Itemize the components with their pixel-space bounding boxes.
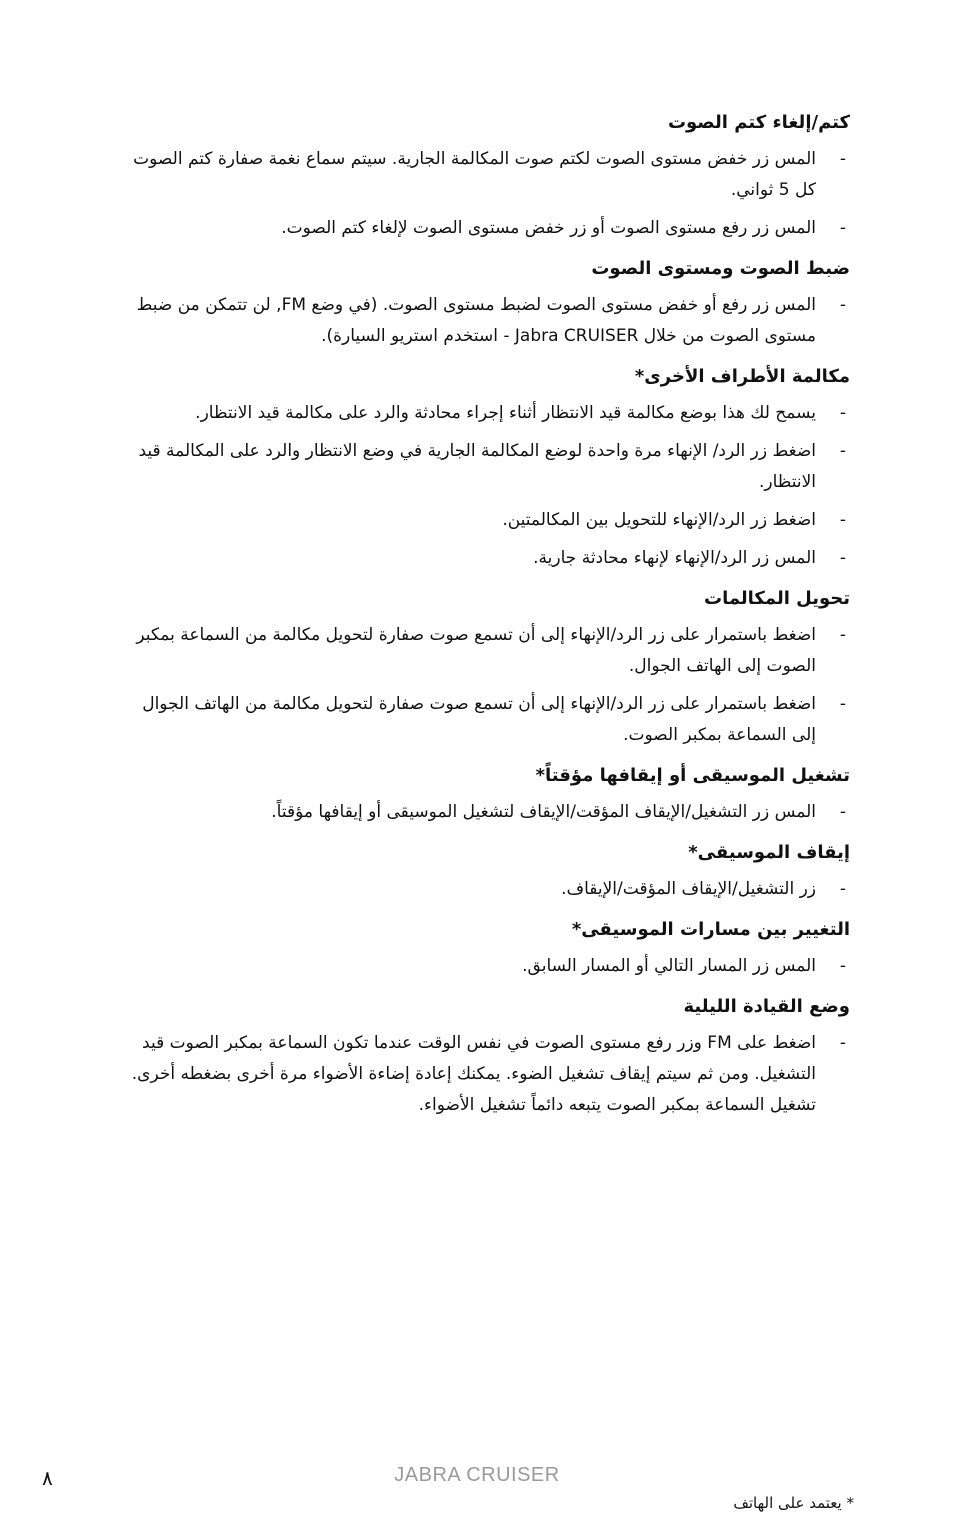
list-bullet: - — [839, 218, 846, 238]
document-body — [128, 108, 850, 1131]
section-title: مكالمة الأطراف الأخرى* — [634, 366, 850, 387]
footnote: * يعتمد على الهاتف — [733, 1494, 854, 1512]
list-item-text: المس زر رفع أو خفض مستوى الصوت لضبط مستوى الصوت. (في وضع FM, لن تتمكن من ضبط مستوى الصوت من خلال Jabra CRUISER - استخدم استريو السيارة). — [136, 295, 816, 346]
list-item-text: يسمح لك هذا بوضع مكالمة قيد الانتظار أثناء إجراء محادثة والرد على مكالمة قيد الانتظار. — [195, 403, 816, 423]
list-bullet: - — [839, 149, 846, 169]
section-list — [128, 874, 850, 905]
section-title: ضبط الصوت ومستوى الصوت — [591, 258, 850, 279]
list-item — [128, 689, 850, 751]
list-item-text: اضغط باستمرار على زر الرد/الإنهاء إلى أن تسمع صوت صفارة لتحويل مكالمة من السماعة بمكبر الصوت إلى الهاتف الجوال. — [136, 625, 816, 676]
list-item — [128, 290, 850, 352]
list-bullet: - — [839, 510, 846, 530]
list-item — [128, 1028, 850, 1121]
list-item-text: المس زر التشغيل/الإيقاف المؤقت/الإيقاف لتشغيل الموسيقى أو إيقافها مؤقتاً. — [271, 802, 816, 822]
list-item — [128, 797, 850, 828]
list-bullet: - — [839, 879, 846, 899]
section-list — [128, 620, 850, 751]
section-list — [128, 797, 850, 828]
list-item — [128, 543, 850, 574]
list-item — [128, 620, 850, 682]
list-item — [128, 505, 850, 536]
list-item — [128, 398, 850, 429]
list-item-text: المس زر خفض مستوى الصوت لكتم صوت المكالمة الجارية. سيتم سماع نغمة صفارة كتم الصوت كل 5 ثواني. — [133, 149, 816, 200]
section-list — [128, 144, 850, 244]
footer-product-name: JABRA CRUISER — [394, 1464, 560, 1486]
list-item — [128, 144, 850, 206]
list-item — [128, 874, 850, 905]
list-bullet: - — [839, 625, 846, 645]
list-bullet: - — [839, 295, 846, 315]
list-item-text: زر التشغيل/الإيقاف المؤقت/الإيقاف. — [561, 879, 816, 899]
section-list — [128, 1028, 850, 1121]
section-list — [128, 951, 850, 982]
page-number: ٨ — [42, 1466, 53, 1490]
list-item — [128, 951, 850, 982]
section-title: تحويل المكالمات — [703, 588, 850, 609]
list-item-text: المس زر الرد/الإنهاء لإنهاء محادثة جارية. — [533, 548, 816, 568]
section-list — [128, 290, 850, 352]
list-item-text: اضغط زر الرد/ الإنهاء مرة واحدة لوضع المكالمة الجارية في وضع الانتظار والرد على المكالمة قيد الانتظار. — [138, 441, 816, 492]
list-bullet: - — [839, 802, 846, 822]
list-item-text: اضغط زر الرد/الإنهاء للتحويل بين المكالمتين. — [502, 510, 816, 530]
section-title: إيقاف الموسيقى* — [688, 842, 850, 863]
list-bullet: - — [839, 1033, 846, 1053]
list-bullet: - — [839, 956, 846, 976]
section-list — [128, 398, 850, 574]
list-item — [128, 213, 850, 244]
list-item-text: اضغط باستمرار على زر الرد/الإنهاء إلى أن تسمع صوت صفارة لتحويل مكالمة من الهاتف الجوال إلى السماعة بمكبر الصوت. — [142, 694, 816, 745]
list-item-text: المس زر رفع مستوى الصوت أو زر خفض مستوى الصوت لإلغاء كتم الصوت. — [281, 218, 816, 238]
section-title: تشغيل الموسيقى أو إيقافها مؤقتاً* — [535, 765, 850, 786]
list-item — [128, 436, 850, 498]
list-item-text: المس زر المسار التالي أو المسار السابق. — [522, 956, 816, 976]
list-item-text: اضغط على FM وزر رفع مستوى الصوت في نفس الوقت عندما تكون السماعة بمكبر الصوت قيد التشغيل. ومن ثم سيتم إيقاف تشغيل الضوء. يمكنك إعادة إضاءة الأضواء مرة أخرى بضغطه أخرى. تشغيل السماعة بمكبر الصوت يتبعه دائماً تشغيل الأضواء. — [131, 1033, 816, 1115]
section-title: كتم/إلغاء كتم الصوت — [667, 112, 850, 133]
list-bullet: - — [839, 548, 846, 568]
list-bullet: - — [839, 403, 846, 423]
section-title: التغيير بين مسارات الموسيقى* — [571, 919, 850, 940]
section-title: وضع القيادة الليلية — [683, 996, 850, 1017]
list-bullet: - — [839, 441, 846, 461]
list-bullet: - — [839, 694, 846, 714]
